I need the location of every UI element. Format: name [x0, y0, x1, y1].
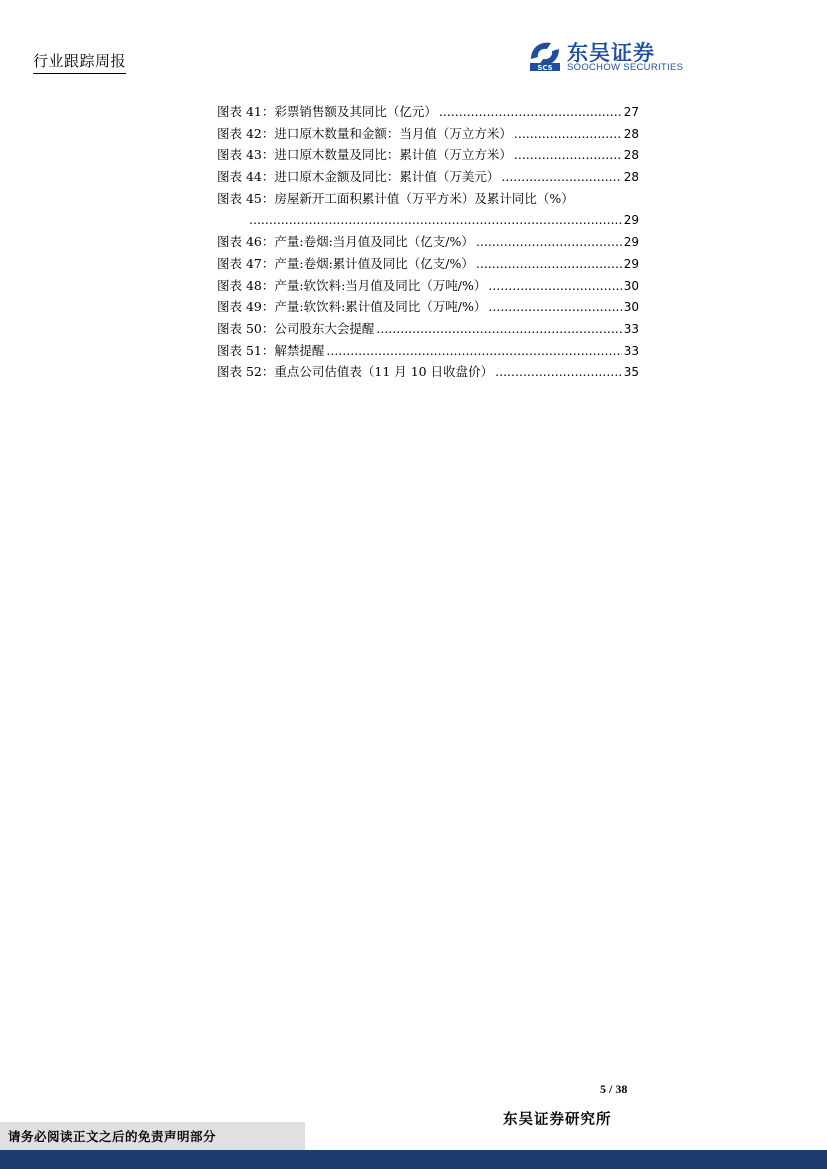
toc-entry-label: 图表 41：彩票销售额及其同比（亿元）	[217, 104, 437, 119]
toc-leader-dots	[495, 361, 622, 383]
toc-entry[interactable]	[217, 166, 639, 188]
toc-entry-page: 33	[623, 321, 639, 336]
soochow-logo-icon	[527, 37, 563, 73]
toc-entry-label: 图表 50：公司股东大会提醒	[217, 320, 375, 336]
table-of-figures	[217, 101, 639, 383]
toc-leader-dots	[514, 123, 622, 145]
toc-entry-label: 图表 49：产量:软饮料:累计值及同比（万吨/%）	[217, 299, 487, 315]
logo-name-en: SOOCHOW SECURITIES	[567, 62, 684, 73]
toc-entry-continuation[interactable]	[217, 209, 639, 231]
toc-entry[interactable]	[217, 296, 639, 318]
disclaimer-text: 请务必阅读正文之后的免责声明部分	[8, 1129, 217, 1144]
toc-entry[interactable]	[217, 188, 639, 210]
toc-entry-label: 图表 48：产量:软饮料:当月值及同比（万吨/%）	[217, 277, 487, 293]
toc-entry-label: 图表 44：进口原木金额及同比：累计值（万美元）	[217, 169, 500, 185]
toc-entry[interactable]	[217, 123, 639, 145]
toc-leader-dots	[488, 296, 621, 318]
toc-leader-dots	[501, 166, 621, 188]
toc-entry-page: 28	[623, 148, 639, 163]
toc-entry[interactable]	[217, 101, 639, 123]
toc-entry-page: 28	[623, 126, 639, 141]
toc-leader-dots	[376, 318, 621, 340]
toc-entry[interactable]	[217, 361, 639, 383]
toc-entry-page: 29	[623, 235, 639, 250]
toc-entry-label: 图表 43：进口原木数量及同比：累计值（万立方米）	[217, 147, 512, 163]
toc-leader-dots	[488, 275, 621, 297]
toc-entry[interactable]	[217, 144, 639, 166]
toc-leader-dots	[476, 231, 622, 253]
toc-entry-label: 图表 52：重点公司估值表（11 月 10 日收盘价）	[217, 364, 494, 380]
logo-name-cn: 东吴证券	[567, 41, 655, 65]
toc-leader-dots	[439, 101, 622, 123]
toc-entry-page: 35	[623, 365, 639, 380]
page-number: 5 / 38	[600, 1082, 628, 1096]
toc-entry[interactable]	[217, 253, 639, 275]
toc-entry-page: 30	[623, 278, 639, 293]
company-logo	[527, 37, 697, 77]
svg-text:SCS: SCS	[537, 64, 553, 72]
toc-entry[interactable]	[217, 318, 639, 340]
toc-entry-page: 29	[623, 256, 639, 271]
toc-entry[interactable]	[217, 275, 639, 297]
toc-entry-page: 33	[623, 343, 639, 358]
toc-entry-page: 30	[623, 300, 639, 315]
toc-entry-label: 图表 47：产量:卷烟:累计值及同比（亿支/%）	[217, 255, 474, 271]
toc-entry-page: 28	[623, 170, 639, 185]
toc-entry-page: 27	[623, 105, 639, 119]
toc-entry-label: 图表 45：房屋新开工面积累计值（万平方米）及累计同比（%）	[217, 190, 574, 206]
report-type-title: 行业跟踪周报	[33, 50, 126, 74]
toc-entry[interactable]	[217, 340, 639, 362]
toc-entry-page: 29	[623, 213, 639, 228]
toc-leader-dots	[476, 253, 622, 275]
toc-leader-dots	[514, 144, 622, 166]
toc-entry-label: 图表 42：进口原木数量和金额：当月值（万立方米）	[217, 125, 512, 141]
toc-entry-label: 图表 46：产量:卷烟:当月值及同比（亿支/%）	[217, 234, 474, 250]
toc-leader-dots	[249, 209, 622, 231]
institute-name: 东吴证券研究所	[503, 1111, 612, 1128]
toc-leader-dots	[326, 340, 621, 362]
toc-entry-label: 图表 51：解禁提醒	[217, 342, 325, 358]
footer-bar	[0, 1150, 827, 1169]
toc-entry[interactable]	[217, 231, 639, 253]
